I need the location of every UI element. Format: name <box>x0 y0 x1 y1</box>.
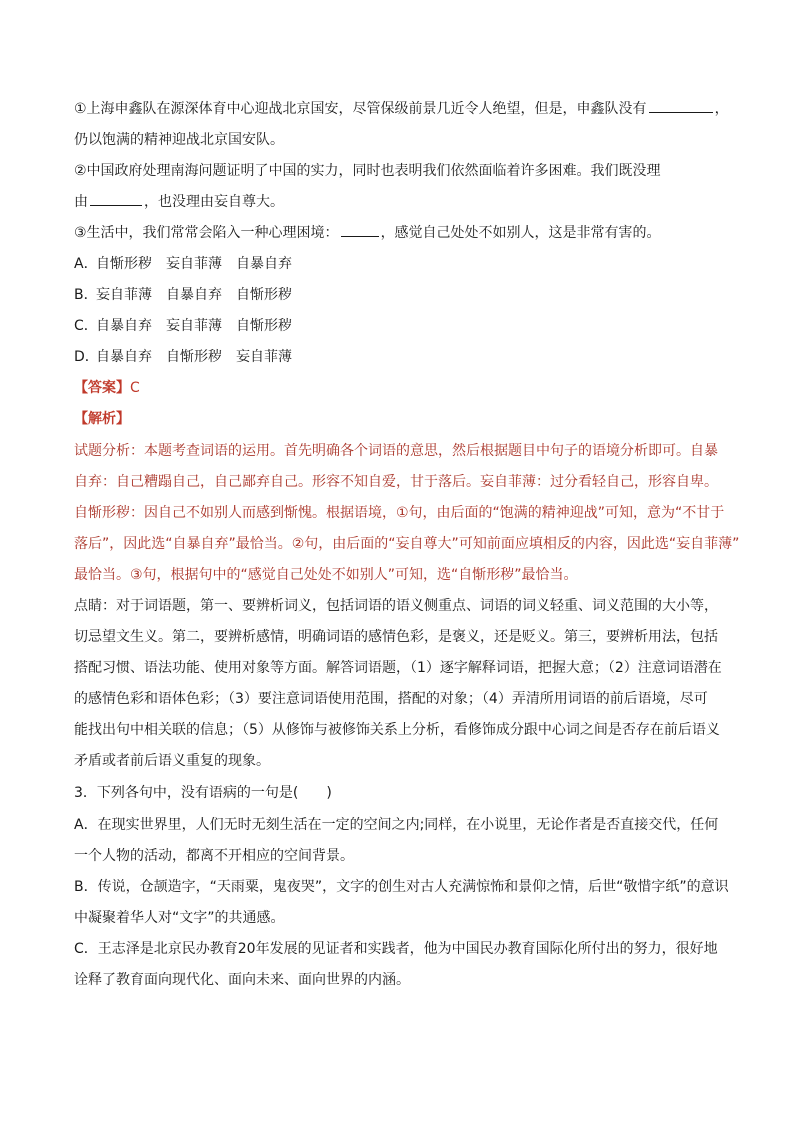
q3-option-b-line-2: 中凝聚着华人对“文字”的共通感。 <box>74 910 285 926</box>
option-c-word-1: 自暴自弃 <box>96 318 152 334</box>
option-b-word-3: 自惭形秽 <box>236 287 292 303</box>
q3-option-c-line-2: 诠释了教育面向现代化、面向未来、面向世界的内涵。 <box>74 972 410 988</box>
fill-blank-2 <box>90 191 142 206</box>
option-b-word-1: 妄自菲薄 <box>96 287 152 303</box>
q2-sentence-2-suffix: ，也没理由妄自尊大。 <box>144 194 284 210</box>
tip-text-line-1: 点睛：对于词语题，第一、要辨析词义，包括词语的语义侧重点、词语的词义轻重、词义范围的大小等， <box>74 598 718 614</box>
option-b-label: B． <box>74 287 98 303</box>
answer-line <box>74 377 734 399</box>
option-c-label: C． <box>74 318 98 334</box>
option-a-label: A． <box>74 256 98 272</box>
document-page <box>74 98 740 991</box>
analysis-text-line-5: 最恰当。③句，根据句中的“感觉自己处处不如别人”可知，选“自惭形秽”最恰当。 <box>74 567 578 583</box>
q2-sentence-3-suffix: ，感觉自己处处不如别人，这是非常有害的。 <box>380 225 661 241</box>
option-a-word-2: 妄自菲薄 <box>166 256 222 272</box>
answer-value: C <box>130 380 140 396</box>
q3-option-a-line-2: 一个人物的活动，都离不开相应的空间背景。 <box>74 848 354 864</box>
tip-text-line-2: 切忌望文生义。第二，要辨析感情，明确词语的感情色彩，是褒义，还是贬义。第三，要辨析用法，包括 <box>74 629 718 645</box>
option-d-word-2: 自惭形秽 <box>166 349 222 365</box>
option-a-word-1: 自惭形秽 <box>96 256 152 272</box>
fill-blank-1 <box>649 98 713 113</box>
tip-text-line-5: 能找出句中相关联的信息；（5）从修饰与被修饰关系上分析，看修饰成分跟中心词之间是否存在前后语义 <box>74 722 720 738</box>
option-c-word-2: 妄自菲薄 <box>166 318 222 334</box>
q2-sentence-3-prefix: ③生活中，我们常常会陷入一种心理困境： <box>74 225 339 241</box>
option-d-word-1: 自暴自弃 <box>96 349 152 365</box>
option-b <box>74 284 734 306</box>
option-c-word-3: 自惭形秽 <box>236 318 292 334</box>
q2-sentence-1-line-1 <box>74 98 734 120</box>
q2-sentence-2-line-2 <box>74 191 734 213</box>
option-d <box>74 346 734 368</box>
option-d-label: D． <box>74 349 99 365</box>
option-d-word-3: 妄自菲薄 <box>236 349 292 365</box>
answer-tag: 【答案】 <box>74 380 130 396</box>
q2-sentence-2-prefix: 由 <box>74 194 88 210</box>
option-b-word-2: 自暴自弃 <box>166 287 222 303</box>
q2-sentence-1-comma: ， <box>714 101 729 117</box>
option-a <box>74 253 734 275</box>
q2-sentence-3 <box>74 222 734 244</box>
analysis-text-line-3: 自惭形秽：因自己不如别人而感到惭愧。根据语境，①句，由后面的“饱满的精神迎战”可知，意为“不甘于 <box>74 505 725 521</box>
option-c <box>74 315 734 337</box>
analysis-tag: 【解析】 <box>74 411 130 427</box>
q2-sentence-1-line-2: 仍以饱满的精神迎战北京国安队。 <box>74 132 284 148</box>
q3-option-b-line-1: B．传说，仓颉造字，“天雨粟，鬼夜哭”，文字的创生对古人充满惊怖和景仰之情，后世“敬惜字纸”的意识 <box>74 879 729 895</box>
q2-sentence-2-line-1: ②中国政府处理南海问题证明了中国的实力，同时也表明我们依然面临着许多困难。我们既没理 <box>74 163 661 179</box>
q3-option-c-line-1: C．王志泽是北京民办教育20年发展的见证者和实践者，他为中国民办教育国际化所付出的努力，很好地 <box>74 941 718 957</box>
tip-text-line-6: 矛盾或者前后语义重复的现象。 <box>74 753 270 769</box>
analysis-text-line-4: 落后”，因此选“自暴自弃”最恰当。②句，由后面的“妄自尊大”可知前面应填相反的内容，因此选“妄自菲薄” <box>74 536 740 552</box>
analysis-text-line-2: 自弃：自己糟蹋自己，自己鄙弃自己。形容不知自爱，甘于落后。妄自菲薄：过分看轻自己，形容自卑。 <box>74 474 718 490</box>
tip-text-line-3: 搭配习惯、语法功能、使用对象等方面。解答词语题，（1）逐字解释词语，把握大意；（2）注意词语潜在 <box>74 660 722 676</box>
q2-sentence-1-text: ①上海申鑫队在源深体育中心迎战北京国安，尽管保级前景几近令人绝望，但是，申鑫队没有 <box>74 101 647 117</box>
q3-option-a-line-1: A．在现实世界里，人们无时无刻生活在一定的空间之内;同样，在小说里，无论作者是否直接交代，任何 <box>74 817 719 833</box>
q3-stem: 3．下列各句中，没有语病的一句是( ) <box>74 785 332 801</box>
option-a-word-3: 自暴自弃 <box>236 256 292 272</box>
analysis-text-line-1: 试题分析：本题考查词语的运用。首先明确各个词语的意思，然后根据题目中句子的语境分析即可。自暴 <box>74 443 718 459</box>
fill-blank-3 <box>341 222 379 237</box>
analysis-line <box>74 408 734 430</box>
tip-text-line-4: 的感情色彩和语体色彩；（3）要注意词语使用范围，搭配的对象；（4）弄清所用词语的前后语境，尽可 <box>74 691 708 707</box>
